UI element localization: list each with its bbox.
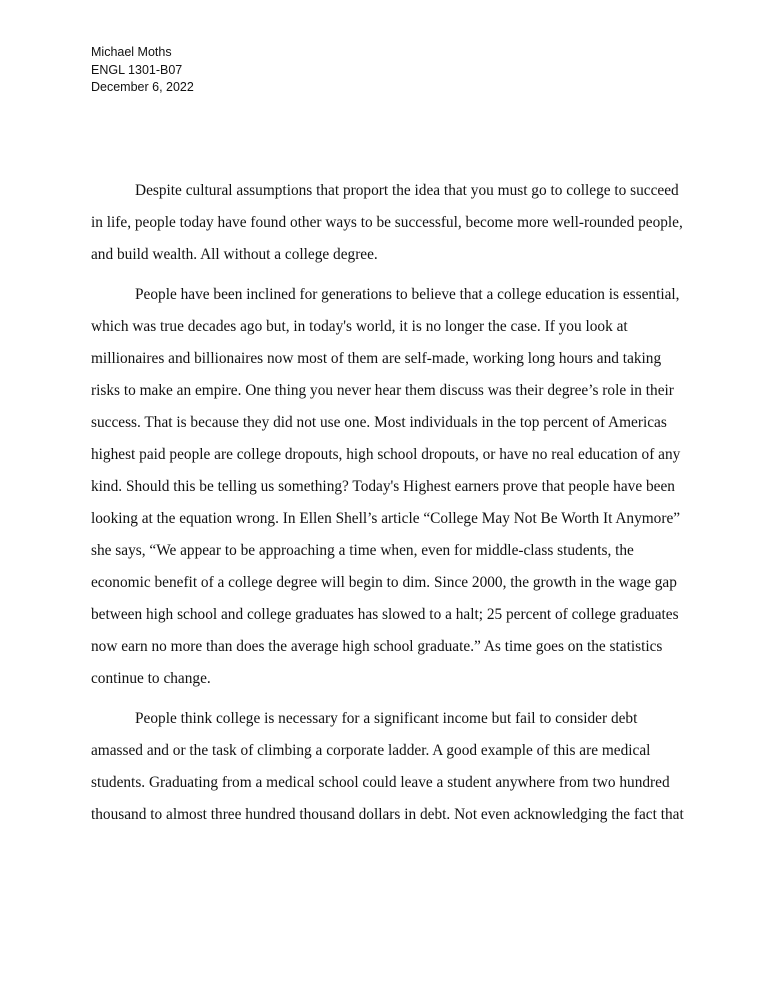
paragraph-college-essential: People have been inclined for generations to believe that a college education is essential, which was true decades ago but, in today's world, it is no longer the case. If you look at millionaires and billionaires now most of them are self-made, working long hours and taking risks to make an empire. One thing you never hear them discuss was their degree’s role in their success. That is because they did not use one. Most individuals in the top percent of Americas highest paid people are college dropouts, high school dropouts, or have no real education of any kind. Should this be telling us something? Today's Highest earners prove that people have been looking at the equation wrong. In Ellen Shell’s article “College May Not Be Worth It Anymore” she says, “We appear to be approaching a time when, even for middle-class students, the economic benefit of a college degree will begin to dim. Since 2000, the growth in the wage gap between high school and college graduates has slowed to a halt; 25 percent of college graduates now earn no more than does the average high school graduate.” As time goes on the statistics continue to change. <box>91 286 681 687</box>
paragraph-debt: People think college is necessary for a significant income but fail to consider debt amassed and or the task of climbing a corporate ladder. A good example of this are medical students. Graduating from a medical school could leave a student anywhere from two hundred thousand to almost three hundred thousand dollars in debt. Not even acknowledging the fact that <box>91 710 684 823</box>
course-code: ENGL 1301-B07 <box>91 62 183 77</box>
essay-body <box>91 175 687 839</box>
document-header <box>91 44 194 97</box>
paragraph-intro: Despite cultural assumptions that proport the idea that you must go to college to succeed in life, people today have found other ways to be successful, become more well-rounded people, and build wealth. All without a college degree. <box>91 182 683 263</box>
document-date: December 6, 2022 <box>91 80 194 94</box>
author-name: Michael Moths <box>91 45 172 59</box>
